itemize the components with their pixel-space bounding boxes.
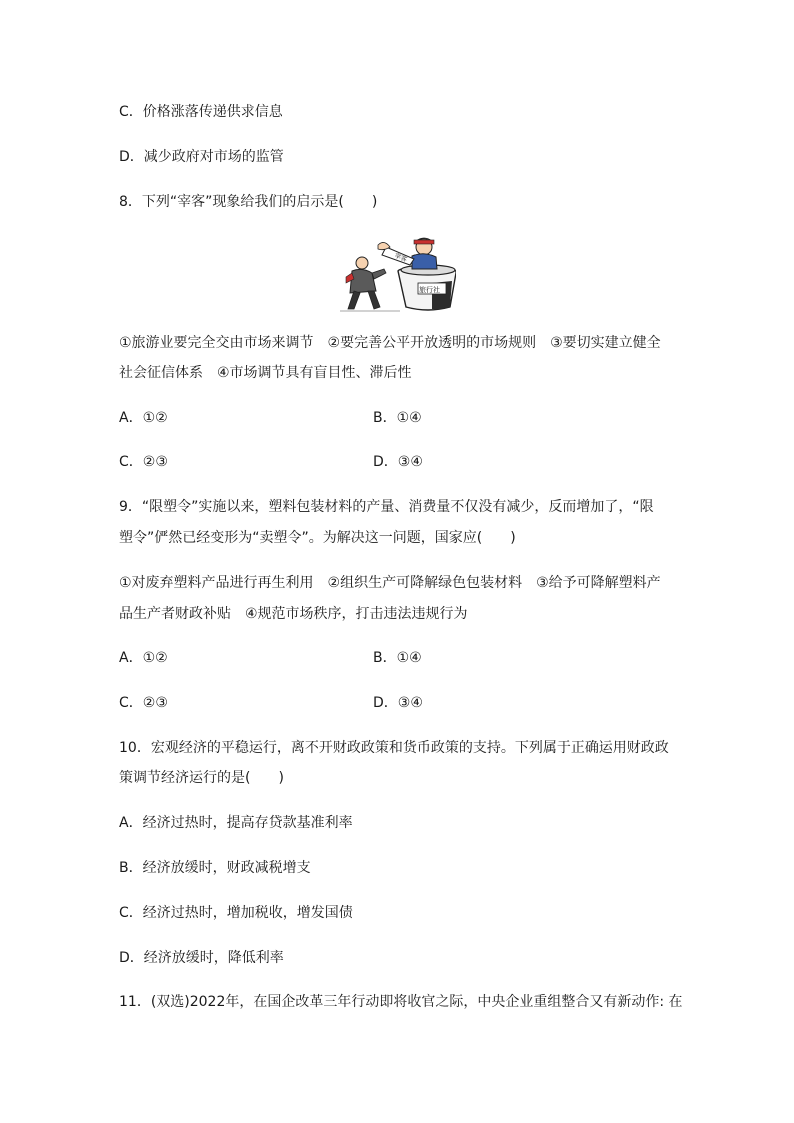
q10-stem-line1: 10．宏观经济的平稳运行，离不开财政政策和货币政策的支持。下列属于正确运用财政政 [119, 740, 669, 756]
cartoon-label-travel-agency: 旅行社 [419, 286, 440, 294]
q8-choices-line1: ①旅游业要完全交由市场来调节 ②要完善公平开放透明的市场规则 ③要切实建立健全 [119, 335, 661, 351]
cartoon-image [340, 233, 456, 313]
q10-option-d: D．经济放缓时，降低利率 [119, 950, 284, 966]
q7-option-c: C．价格涨落传递供求信息 [119, 104, 283, 120]
q10-option-a: A．经济过热时，提高存贷款基准利率 [119, 815, 353, 831]
q9-option-d: D．③④ [373, 695, 423, 711]
q10-stem-line2: 策调节经济运行的是( ) [119, 770, 284, 786]
q8-choices-line2: 社会征信体系 ④市场调节具有盲目性、滞后性 [119, 365, 412, 381]
q9-option-b: B．①④ [373, 650, 422, 666]
cartoon-label-zaike: 宰客 [393, 251, 409, 264]
q10-option-b: B．经济放缓时，财政减税增支 [119, 860, 311, 876]
q9-option-a: A．①② [119, 650, 168, 666]
q8-option-c: C．②③ [119, 454, 168, 470]
q11-stem-line1: 11．(双选)2022年，在国企改革三年行动即将收官之际，中央企业重组整合又有新动作: 在 [119, 994, 683, 1010]
q9-stem-line2: 塑令”俨然已经变形为“卖塑令”。为解决这一问题，国家应( ) [119, 530, 516, 546]
q8-stem: 8．下列“宰客”现象给我们的启示是( ) [119, 194, 378, 210]
q9-choices-line1: ①对废弃塑料产品进行再生利用 ②组织生产可降解绿色包装材料 ③给予可降解塑料产 [119, 575, 661, 591]
q7-option-d: D．减少政府对市场的监管 [119, 149, 284, 165]
q9-option-c: C．②③ [119, 695, 168, 711]
q8-option-a: A．①② [119, 410, 168, 426]
q9-stem-line1: 9．“限塑令”实施以来，塑料包装材料的产量、消费量不仅没有减少，反而增加了，“限 [119, 499, 654, 515]
q8-option-b: B．①④ [373, 410, 422, 426]
q10-option-c: C．经济过热时，增加税收，增发国债 [119, 905, 353, 921]
q9-choices-line2: 品生产者财政补贴 ④规范市场秩序，打击违法违规行为 [119, 606, 468, 622]
q8-option-d: D．③④ [373, 454, 423, 470]
q8-cartoon-illustration [340, 233, 456, 313]
